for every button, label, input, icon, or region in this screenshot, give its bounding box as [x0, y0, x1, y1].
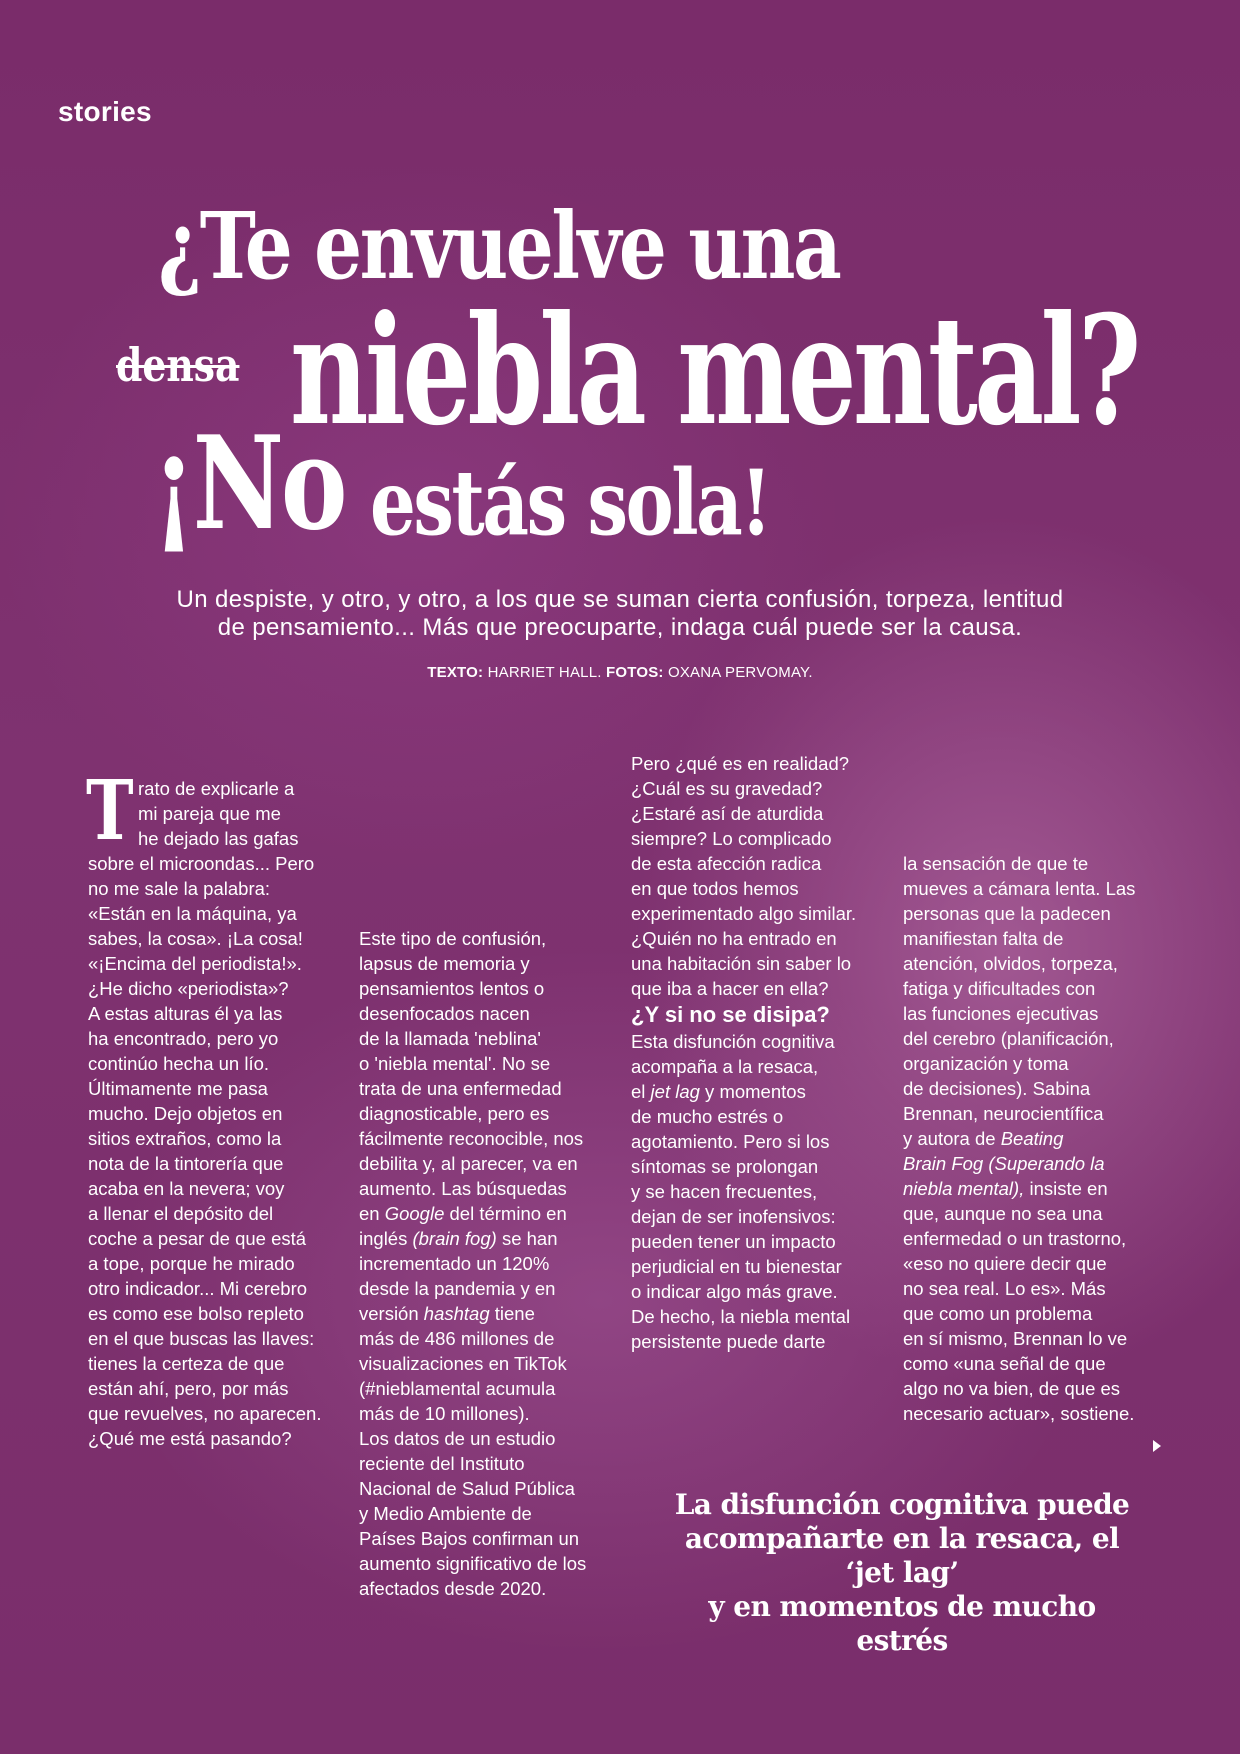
headline-line-3-rest: estás sola! — [370, 450, 770, 556]
column4-line: enfermedad o un trastorno, — [903, 1228, 1127, 1249]
column4-line: organización y toma — [903, 1053, 1069, 1074]
column1-line: ha encontrado, pero yo — [88, 1028, 279, 1049]
column4-line: no sea real. Lo es». Más — [903, 1278, 1106, 1299]
column4-line — [903, 1151, 1163, 1176]
column2-line: Este tipo de confusión, — [359, 928, 547, 949]
section-label: stories — [58, 96, 152, 127]
column1-line: coche a pesar de que está — [88, 1228, 307, 1249]
column2-line: afectados desde 2020. — [359, 1578, 547, 1599]
pull-quote-line: La disfunción cognitiva puede — [674, 1488, 1130, 1521]
column2-line — [359, 1301, 619, 1326]
column4-line — [903, 1126, 1163, 1151]
column4-line: personas que la padecen — [903, 903, 1111, 924]
column3-line: en que todos hemos — [631, 878, 799, 899]
headline-line-3-big: ¡No — [152, 409, 345, 559]
italic-run: Brain Fog (Superando la — [903, 1153, 1105, 1174]
column2-line: aumento significativo de los — [359, 1553, 587, 1574]
column2-line: Los datos de un estudio — [359, 1428, 556, 1449]
column3-line — [631, 1079, 891, 1104]
column2-line: más de 10 millones). — [359, 1403, 530, 1424]
credits — [0, 664, 1240, 681]
text-run: del término en — [444, 1203, 567, 1224]
column4-line: en sí mismo, Brennan lo ve — [903, 1328, 1128, 1349]
column4-line: que, aunque no sea una — [903, 1203, 1103, 1224]
column1-line: he dejado las gafas — [138, 828, 299, 849]
column1-line: rato de explicarle a — [138, 778, 295, 799]
subtitle-line-2: de pensamiento... Más que preocuparte, indaga cuál puede ser la causa. — [217, 614, 1023, 641]
column1-line: sitios extraños, como la — [88, 1128, 282, 1149]
text-run: y momentos — [699, 1081, 806, 1102]
italic-run: hashtag — [423, 1303, 490, 1324]
column3-line: siempre? Lo complicado — [631, 828, 832, 849]
column1-line: sobre el microondas... Pero — [88, 853, 315, 874]
column4-line: como «una señal de que — [903, 1353, 1106, 1374]
column2-line: lapsus de memoria y — [359, 953, 530, 974]
column2-line: debilita y, al parecer, va en — [359, 1153, 578, 1174]
column2-line: Nacional de Salud Pública — [359, 1478, 575, 1499]
column2-line: Países Bajos confirman un — [359, 1528, 580, 1549]
column2-line: y Medio Ambiente de — [359, 1503, 532, 1524]
column1-line: a tope, porque he mirado — [88, 1253, 295, 1274]
column1-line: a llenar el depósito del — [88, 1203, 274, 1224]
text-run: en — [359, 1203, 385, 1224]
column3-line: síntomas se prolongan — [631, 1156, 819, 1177]
column4-line: que como un problema — [903, 1303, 1093, 1324]
credits-text-value: HARRIET HALL. — [487, 664, 602, 681]
column3-line: dejan de ser inofensivos: — [631, 1206, 836, 1227]
article-column-2 — [359, 926, 619, 1601]
column2-line: o 'niebla mental'. No se — [359, 1053, 551, 1074]
column1-line: mi pareja que me — [138, 803, 281, 824]
column4-line: algo no va bien, de que es — [903, 1378, 1121, 1399]
column2-line: más de 486 millones de — [359, 1328, 555, 1349]
italic-run: jet lag — [650, 1081, 700, 1102]
column1-line: «¡Encima del periodista!». — [88, 953, 302, 974]
column1-line: otro indicador... Mi cerebro — [88, 1278, 308, 1299]
column2-line: (#nieblamental acumula — [359, 1378, 556, 1399]
credits-photo-label: FOTOS: — [606, 664, 664, 681]
column1-line: sabes, la cosa». ¡La cosa! — [88, 928, 303, 949]
column3-line: acompaña a la resaca, — [631, 1056, 819, 1077]
column3-line: perjudicial en tu bienestar — [631, 1256, 842, 1277]
column3-line: ¿Estaré así de aturdida — [631, 803, 824, 824]
text-run: insiste en — [1024, 1178, 1108, 1199]
column4-line — [903, 1176, 1163, 1201]
column4-line: fatiga y dificultades con — [903, 978, 1096, 999]
column1-line: que revuelves, no aparecen. — [88, 1403, 322, 1424]
column2-line: diagnosticable, pero es — [359, 1103, 550, 1124]
column1-line: en el que buscas las llaves: — [88, 1328, 315, 1349]
column2-line: visualizaciones en TikTok — [359, 1353, 567, 1374]
column2-line: incrementado un 120% — [359, 1253, 550, 1274]
column1-line: A estas alturas él ya las — [88, 1003, 283, 1024]
column2-line: trata de una enfermedad — [359, 1078, 562, 1099]
headline-line-1: ¿Te envuelve una — [158, 192, 840, 300]
drop-cap: T — [86, 763, 134, 859]
column1-line: están ahí, pero, por más — [88, 1378, 289, 1399]
text-run: versión — [359, 1303, 424, 1324]
article-column-1 — [86, 763, 348, 1451]
column3-line: ¿Cuál es su gravedad? — [631, 778, 823, 799]
column3-line: de mucho estrés o — [631, 1106, 784, 1127]
column2-line: pensamientos lentos o — [359, 978, 545, 999]
column4-line: atención, olvidos, torpeza, — [903, 953, 1118, 974]
column1-line: continúo hecha un lío. — [88, 1053, 270, 1074]
column3-line: que iba a hacer en ella? — [631, 978, 829, 999]
column3-line: y se hacen frecuentes, — [631, 1181, 818, 1202]
column2-line: aumento. Las búsquedas — [359, 1178, 567, 1199]
column2-line — [359, 1201, 619, 1226]
pull-quote-line: y en momentos de mucho estrés — [708, 1590, 1096, 1657]
column1-line: tienes la certeza de que — [88, 1353, 285, 1374]
italic-run: Beating — [1000, 1128, 1064, 1149]
italic-run: (brain fog) — [412, 1228, 497, 1249]
column3-line: De hecho, la niebla mental — [631, 1306, 851, 1327]
column1-line: mucho. Dejo objetos en — [88, 1103, 283, 1124]
column4-line: del cerebro (planificación, — [903, 1028, 1114, 1049]
italic-run: niebla mental), — [903, 1178, 1025, 1199]
column2-line: reciente del Instituto — [359, 1453, 525, 1474]
text-run: y autora de — [903, 1128, 1001, 1149]
column2-line — [359, 1226, 619, 1251]
column4-line: las funciones ejecutivas — [903, 1003, 1099, 1024]
text-run: el — [631, 1081, 651, 1102]
headline-crossed-word: densa — [116, 338, 240, 392]
column3-line: o indicar algo más grave. — [631, 1281, 838, 1302]
column3-line: de esta afección radica — [631, 853, 822, 874]
column3-line: experimentado algo similar. — [631, 903, 857, 924]
headline-line-2: niebla mental? — [290, 283, 1138, 459]
column4-line: de decisiones). Sabina — [903, 1078, 1091, 1099]
column2-line: desenfocados nacen — [359, 1003, 530, 1024]
pull-quote — [660, 1488, 1144, 1658]
column4-line: «eso no quiere decir que — [903, 1253, 1107, 1274]
text-run: inglés — [359, 1228, 413, 1249]
column3-line: una habitación sin saber lo — [631, 953, 852, 974]
credits-photo-value: OXANA PERVOMAY. — [667, 664, 813, 681]
column2-line: de la llamada 'neblina' — [359, 1028, 541, 1049]
column3-line: ¿Quién no ha entrado en — [631, 928, 837, 949]
italic-run: Google — [384, 1203, 445, 1224]
column4-line: mueves a cámara lenta. Las — [903, 878, 1136, 899]
subtitle — [100, 586, 1140, 642]
article-column-3 — [631, 751, 891, 1354]
column1-line: ¿Qué me está pasando? — [88, 1428, 292, 1449]
column1-line: ¿He dicho «periodista»? — [88, 978, 289, 999]
column1-line: «Están en la máquina, ya — [88, 903, 297, 924]
column4-line: la sensación de que te — [903, 853, 1089, 874]
column2-line: desde la pandemia y en — [359, 1278, 556, 1299]
column3-line: Esta disfunción cognitiva — [631, 1031, 835, 1052]
continue-arrow-icon — [1153, 1440, 1161, 1452]
column3-line: Pero ¿qué es en realidad? — [631, 753, 850, 774]
article-column-4 — [903, 851, 1163, 1426]
credits-text-label: TEXTO: — [427, 664, 484, 681]
subtitle-line-1: Un despiste, y otro, y otro, a los que se suman cierta confusión, torpeza, lentitud — [176, 586, 1064, 613]
column3-line: agotamiento. Pero si los — [631, 1131, 830, 1152]
column1-line: acaba en la nevera; voy — [88, 1178, 285, 1199]
section-subhead: ¿Y si no se disipa? — [631, 1002, 830, 1027]
column1-line: Últimamente me pasa — [88, 1078, 268, 1099]
column2-line: fácilmente reconocible, nos — [359, 1128, 584, 1149]
column3-line: persistente puede darte — [631, 1331, 826, 1352]
text-run: tiene — [489, 1303, 535, 1324]
text-run: se han — [496, 1228, 558, 1249]
column1-line: nota de la tintorería que — [88, 1153, 284, 1174]
column3-line: pueden tener un impacto — [631, 1231, 836, 1252]
pull-quote-line: acompañarte en la resaca, el ‘jet lag’ — [684, 1522, 1120, 1589]
column1-line: es como ese bolso repleto — [88, 1303, 304, 1324]
column1-line: no me sale la palabra: — [88, 878, 271, 899]
column4-line: necesario actuar», sostiene. — [903, 1403, 1135, 1424]
column4-line: Brennan, neurocientífica — [903, 1103, 1104, 1124]
column4-line: manifiestan falta de — [903, 928, 1064, 949]
